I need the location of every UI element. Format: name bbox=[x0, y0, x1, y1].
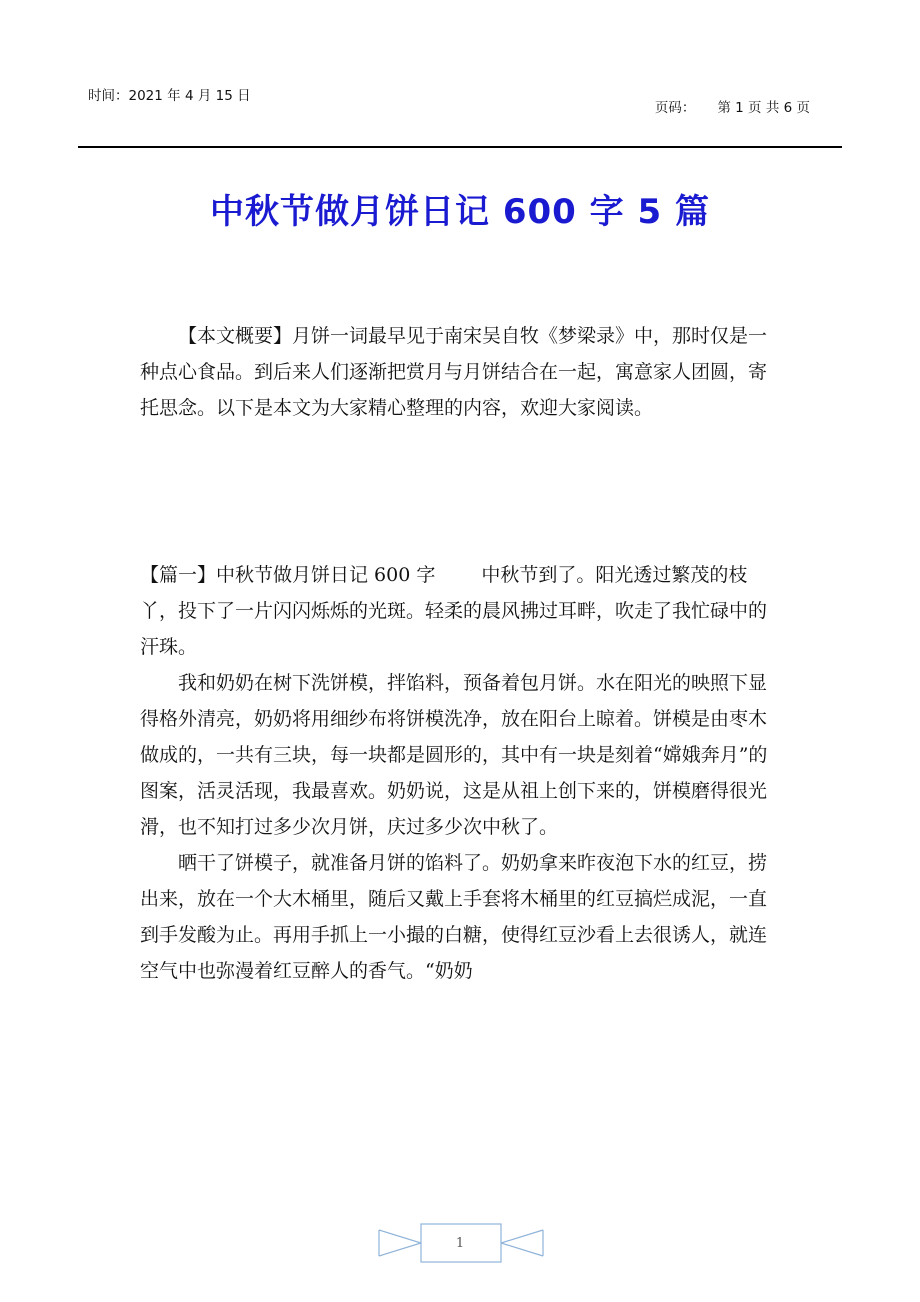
body-paragraph: 我和奶奶在树下洗饼模，拌馅料，预备着包月饼。水在阳光的映照下显得格外清亮，奶奶将用细纱布将饼模洗净，放在阳台上晾着。饼模是由枣木做成的，一共有三块，每一块都是圆形的，其中有一块是刻着“嫦娥奔月”的图案，活灵活现，我最喜欢。奶奶说，这是从祖上创下来的，饼模磨得很光滑，也不知打过多少次月饼，庆过多少次中秋了。 bbox=[140, 672, 768, 838]
page-count: 第 1 页 共 6 页 bbox=[717, 100, 810, 116]
header-date: 时间：2021 年 4 月 15 日 bbox=[88, 88, 251, 104]
section-one-intro: 中秋节到了。阳光透过繁茂的枝丫，投下了一片闪闪烁烁的光斑。轻柔的晨风拂过耳畔，吹走了我忙碌中的汗珠。 bbox=[140, 564, 768, 658]
section-one bbox=[140, 557, 780, 989]
header-divider bbox=[78, 146, 842, 148]
summary-paragraph: 【本文概要】月饼一词最早见于南宋吴自牧《梦梁录》中，那时仅是一种点心食品。到后来人们逐渐把赏月与月饼结合在一起，寓意家人团圆，寄托思念。以下是本文为大家精心整理的内容，欢迎大家阅读。 bbox=[140, 325, 768, 419]
summary-block bbox=[140, 318, 780, 426]
header-page-info bbox=[655, 96, 810, 116]
section-one-opening bbox=[140, 557, 780, 665]
section-one-heading: 【篇一】中秋节做月饼日记 600 字 bbox=[140, 564, 436, 586]
document-title: 中秋节做月饼日记 600 字 5 篇 bbox=[210, 192, 710, 232]
body-paragraph: 晒干了饼模子，就准备月饼的馅料了。奶奶拿来昨夜泡下水的红豆，捞出来，放在一个大木桶里，随后又戴上手套将木桶里的红豆搞烂成泥，一直到手发酸为止。再用手抓上一小撮的白糖，使得红豆沙看上去很诱人，就连空气中也弥漫着红豆醉人的香气。“奶奶 bbox=[140, 852, 768, 982]
page-number: 1 bbox=[455, 1236, 465, 1251]
page-label: 页码： bbox=[654, 100, 696, 116]
